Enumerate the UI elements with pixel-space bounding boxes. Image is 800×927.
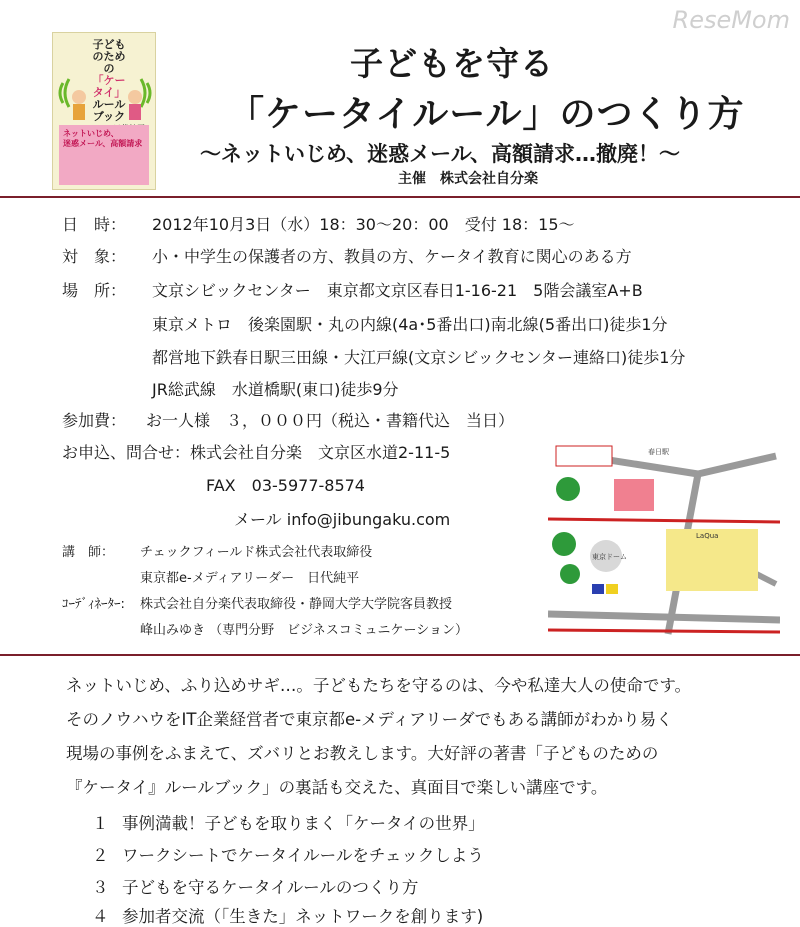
intro-line: 『ケータイ』ルールブック」の裏話も交えた、真面目で楽しい講座です。 [66,778,608,797]
agenda-item: 事例満載！子どもを取りまく「ケータイの世界」 [122,814,485,833]
fax: FAX 03-5977-8574 [206,476,365,495]
lecturer-label: 講 師： [62,545,115,560]
agenda-item: 子どもを守るケータイルールのつくり方 [122,878,419,897]
venue-line: 都営地下鉄春日駅三田線・大江戸線(文京シビックセンター連絡口)徒歩1分 [152,348,686,367]
map-rail [548,630,780,632]
map-label-kasuga: 春日駅 [648,448,669,456]
divider-bottom [0,654,800,656]
title-line-2: 「ケータイルール」のつくり方 [228,94,745,135]
title-line-1: 子どもを守る [350,44,554,83]
map-venue [614,479,654,511]
access-map [548,434,780,644]
target-value: 小・中学生の保護者の方、教員の方、ケータイ教育に関心のある方 [152,247,632,266]
host: 主催 株式会社自分楽 [398,171,538,187]
intro-line: ネットいじめ、ふり込めサギ…。子どもたちを守るのは、今や私達大人の使命です。 [66,676,692,695]
datetime-value: 2012年10月3日（水）18：30～20：00 受付 18：15～ [152,215,575,234]
agenda-number: ２ [92,846,109,865]
book-cover-line: 迷惑メール、高額請求 [63,139,143,148]
fee-label: 参加費： [62,411,127,430]
watermark: ReseMom [672,6,790,34]
intro-line: そのノウハウをIT企業経営者で東京都e-メディアリーダでもある講師がわかり易く [66,710,673,729]
email[interactable]: メール info@jibungaku.com [234,510,451,529]
subtitle: ～ネットいじめ、迷惑メール、高額請求…撤廃！～ [200,142,681,166]
fee-value: お一人様 ３，０００円（税込・書籍代込 当日） [146,411,515,430]
book-title-line: 「ケータイ」 [92,74,126,99]
agenda-number: １ [92,814,109,833]
map-label-dome: 東京ドーム [592,553,627,561]
datetime-label: 日 時： [62,215,127,234]
agenda-item: ワークシートでケータイルールをチェックしよう [122,846,484,865]
target-label: 対 象： [62,247,127,266]
contact-line: お申込、問合せ：株式会社自分楽 文京区水道2-11-5 [62,443,451,462]
coordinator-label: ｺｰﾃﾞｨﾈｰﾀｰ: [62,597,125,612]
lecturer-line: 東京都e-メディアリーダー 日代純平 [140,571,360,586]
coordinator-line: 峰山みゆき （専門分野 ビジネスコミュニケーション） [140,623,468,638]
agenda-item: 参加者交流（「生きた」ネットワークを創ります) [122,907,484,926]
agenda-number: ４ [92,907,109,926]
venue-label: 場 所： [62,281,127,300]
book-cover [52,32,156,190]
agenda-number: ３ [92,878,109,897]
book-illustration [57,53,153,123]
book-title-line: ルールブック [92,98,126,123]
venue-line: 文京シビックセンター 東京都文京区春日1-16-21 5階会議室A+B [152,281,643,300]
intro-line: 現場の事例をふまえて、ズバリとお教えします。大好評の著書「子どものための [66,744,659,763]
venue-line: 東京メトロ 後楽園駅・丸の内線(4a･5番出口)南北線(5番出口)徒歩1分 [152,315,668,334]
lecturer-line: チェックフィールド株式会社代表取締役 [140,545,373,560]
divider-top [0,196,800,198]
coordinator-line: 株式会社自分楽代表取締役・静岡大学大学院客員教授 [140,597,453,612]
map-label-laqua: LaQua [696,532,719,540]
book-cover-text [63,129,143,149]
book-cover-line: ネットいじめ、 [63,129,119,138]
venue-line: JR総武線 水道橋駅(東口)徒歩9分 [152,380,399,399]
book-title-line: 子どものための [92,38,126,75]
